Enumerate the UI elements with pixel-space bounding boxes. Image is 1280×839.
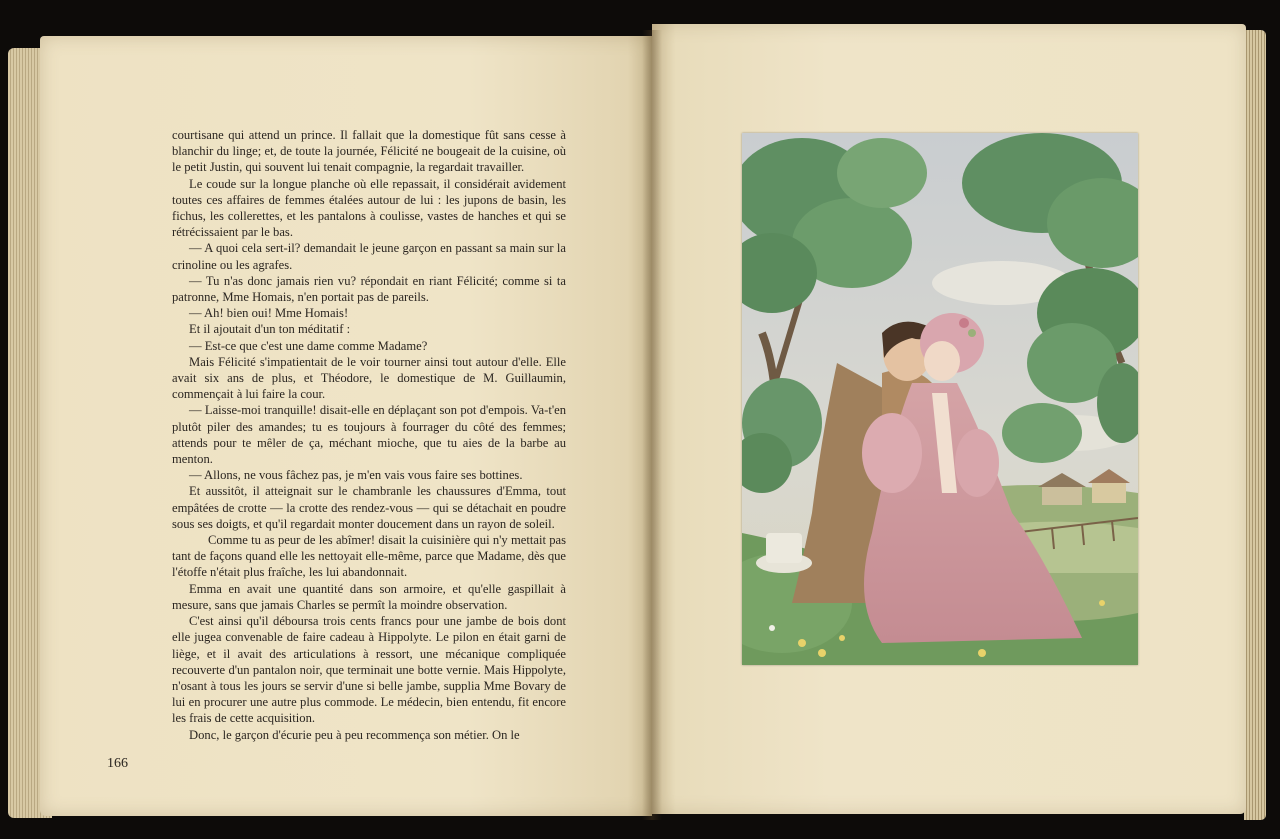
paragraph: Et aussitôt, il atteignait sur le chambranle les chaussures d'Emma, tout empâtées de crotte — la crotte des rendez-vous — qui se détachait en poudre sous ses doigts, et qu'il regardait monter doucement dans un rayon de soleil.: [172, 484, 566, 531]
paragraph: courtisane qui attend un prince. Il fallait que la domestique fût sans cesse à blanchir du linge; et, de toute la journée, Félicité ne bougeait de la cuisine, où le petit Justin, qui souvent lui tenait compagnie, la regardait travailler.: [172, 128, 566, 175]
page-number: 166: [107, 756, 128, 771]
paragraph: C'est ainsi qu'il déboursa trois cents francs pour une jambe de bois dont elle jugea convenable de faire cadeau à Hippolyte. Le pilon en était garni de liège, et il avait des articulations à ressort, une mécanique compliquée recouverte d'un pantalon noir, que terminait une botte vernie. Mais Hippolyte, n'osant à tous les jours se servir d'une si belle jambe, supplia Mme Bovary de lui en procurer une autre plus commode. Le médecin, bien entendu, fit encore les frais de cette acquisition.: [172, 614, 566, 726]
book-gutter: [642, 30, 662, 820]
paragraph: — Allons, ne vous fâchez pas, je m'en vais vous faire ses bottines.: [189, 468, 523, 483]
paragraph: — Tu n'as donc jamais rien vu? répondait en riant Félicité; comme si ta patronne, Mme Homais, n'en portait pas de pareils.: [172, 273, 566, 305]
left-page-text: [172, 127, 566, 743]
paragraph: Le coude sur la longue planche où elle repassait, il considérait avidement toutes ces affaires de femmes étalées autour de lui : les jupons de basin, les fichus, les collerettes, et les pantalons à coulisse, vastes de hanches et qui se rétrécissaient par le bas.: [172, 176, 566, 240]
paragraph: — Est-ce que c'est une dame comme Madame?: [189, 338, 428, 353]
paragraph: Et il ajoutait d'un ton méditatif :: [189, 322, 351, 337]
paragraph: — Laisse-moi tranquille! disait-elle en déplaçant son pot d'empois. Va-t'en plutôt piler des amandes; tu es toujours à fourrager du côté des femmes; attends pour te mêler de ça, méchant mioche, que tu aies de la barbe au menton.: [172, 403, 566, 467]
paragraph: Comme tu as peur de les abîmer! disait la cuisinière qui n'y mettait pas tant de façons quand elle les nettoyait elle-même, parce que Madame, dès que l'étoffe n'était plus fraîche, les lui abandonnait.: [172, 533, 566, 580]
paragraph: Mais Félicité s'impatientait de le voir tourner ainsi tout autour d'elle. Elle avait six ans de plus, et Théodore, le domestique de M. Guillaumin, commençait à lui faire la cour.: [172, 354, 566, 402]
paragraph: Donc, le garçon d'écurie peu à peu recommença son métier. On le: [189, 727, 520, 742]
paragraph: Emma en avait une quantité dans son armoire, et qu'elle gaspillait à mesure, sans que jamais Charles se permît la moindre observation.: [172, 581, 566, 612]
paragraph: — Ah! bien oui! Mme Homais!: [189, 306, 349, 321]
right-page-edges: [1244, 30, 1266, 820]
illustration-couple-in-landscape: [742, 133, 1138, 665]
paragraph: — A quoi cela sert-il? demandait le jeune garçon en passant sa main sur la crinoline ou les agrafes.: [172, 241, 566, 272]
